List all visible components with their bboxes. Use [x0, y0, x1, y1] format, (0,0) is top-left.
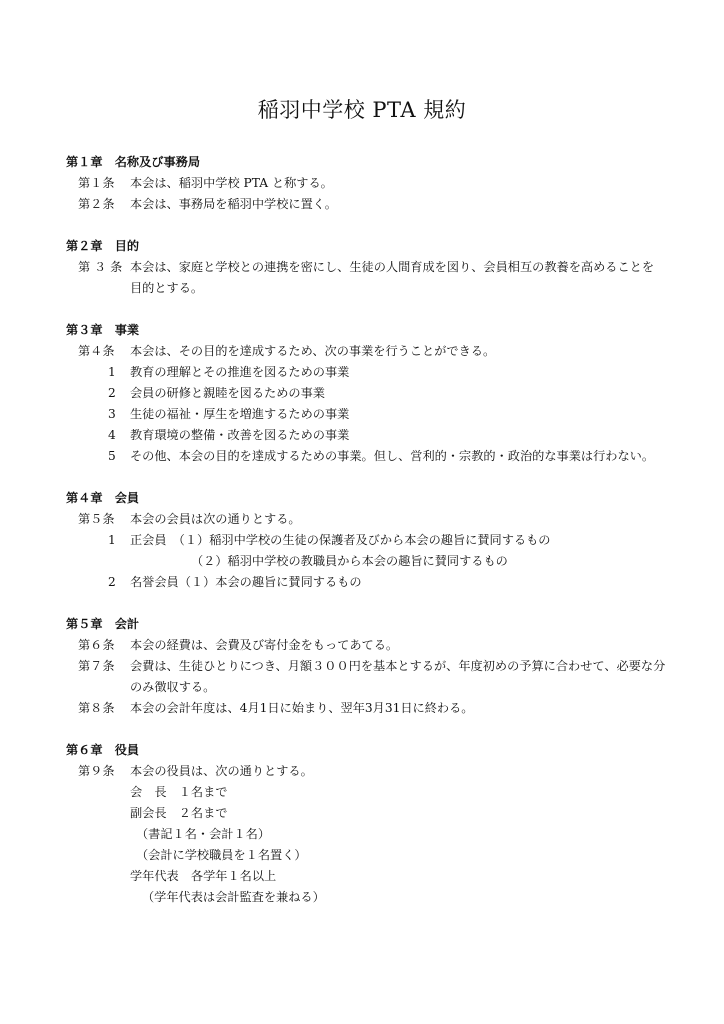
- chapter-heading: 第１章 名称及び事務局: [66, 155, 201, 169]
- article-2: [66, 194, 666, 215]
- chapter-4: [66, 488, 666, 593]
- article-8: [66, 698, 666, 719]
- item-text: 会員の研修と親睦を図るための事業: [130, 386, 325, 400]
- article-5: [66, 509, 666, 530]
- list-item: [66, 383, 666, 404]
- article-text: 会費は、生徒ひとりにつき、月額３００円を基本とするが、年度初めの予算に合わせて、必要な分のみ徴収する。: [130, 659, 666, 694]
- article-text: 本会は、稲羽中学校 PTA と称する。: [130, 176, 333, 190]
- chapter-heading: 第２章 目的: [66, 239, 140, 253]
- article-number: 第６条: [78, 638, 115, 652]
- article-text: 本会は、事務局を稲羽中学校に置く。: [130, 197, 337, 211]
- article-1: [66, 173, 666, 194]
- item-number: 4: [108, 428, 116, 442]
- list-item: [66, 530, 666, 551]
- item-number: 2: [108, 575, 116, 589]
- article-text: 本会の経費は、会費及び寄付金をもってあてる。: [130, 638, 399, 652]
- list-item: [66, 446, 666, 467]
- document-title: 稲羽中学校 PTA 規約: [257, 98, 467, 122]
- article-6: [66, 635, 666, 656]
- list-item: [66, 362, 666, 383]
- article-text: 本会は、家庭と学校との連携を密にし、生徒の人間育成を図り、会員相互の教養を高めることを目的とする。: [130, 260, 655, 295]
- chapter-3: [66, 320, 666, 467]
- article-text: 本会の会計年度は、4月1日に始まり、翌年3月31日に終わる。: [130, 701, 474, 715]
- article-3: [66, 257, 666, 299]
- list-item: [66, 572, 666, 593]
- chapter-6: [66, 740, 666, 908]
- article-text: 本会の会員は次の通りとする。: [130, 512, 301, 526]
- officer-president: 会 長 １名まで: [130, 785, 228, 799]
- member-subitem: （２）稲羽中学校の教職員から本会の趣旨に賛同するもの: [191, 554, 508, 568]
- list-item: [66, 404, 666, 425]
- item-text: その他、本会の目的を達成するための事業。但し、営利的・宗教的・政治的な事業は行わない。: [130, 449, 655, 463]
- article-7: [66, 656, 666, 698]
- article-9: [66, 761, 666, 782]
- item-text: 名誉会員（１）本会の趣旨に賛同するもの: [130, 575, 362, 589]
- chapter-heading: 第４章 会員: [66, 491, 140, 505]
- officer-note: （会計に学校職員を１名置く）: [136, 848, 307, 862]
- item-number: 5: [108, 449, 116, 463]
- officer-grade-representative: 学年代表 各学年１名以上: [130, 869, 277, 883]
- item-number: 2: [108, 386, 116, 400]
- article-number: 第８条: [78, 701, 115, 715]
- item-text: 生徒の福祉・厚生を増進するための事業: [130, 407, 350, 421]
- officer-note: （書記１名・会計１名）: [136, 827, 271, 841]
- chapter-heading: 第６章 役員: [66, 743, 140, 757]
- officer-note: （学年代表は会計監査を兼ねる）: [142, 890, 325, 904]
- item-text: 教育環境の整備・改善を図るための事業: [130, 428, 350, 442]
- chapter-heading: 第５章 会計: [66, 617, 140, 631]
- article-number: 第９条: [78, 764, 115, 778]
- article-number: 第７条: [78, 659, 115, 673]
- article-number: 第４条: [78, 344, 115, 358]
- item-number: 1: [108, 365, 116, 379]
- article-number: 第 ３ 条: [78, 260, 123, 274]
- article-number: 第２条: [78, 197, 115, 211]
- chapter-1: [66, 152, 666, 215]
- item-text: 教育の理解とその推進を図るための事業: [130, 365, 350, 379]
- article-number: 第１条: [78, 176, 115, 190]
- officer-vice-president: 副会長 ２名まで: [130, 806, 228, 820]
- item-text: 正会員 （１）稲羽中学校の生徒の保護者及びから本会の趣旨に賛同するもの: [130, 533, 551, 547]
- article-number: 第５条: [78, 512, 115, 526]
- article-4: [66, 341, 666, 362]
- article-text: 本会の役員は、次の通りとする。: [130, 764, 313, 778]
- item-number: 3: [108, 407, 116, 421]
- chapter-2: [66, 236, 666, 299]
- chapter-5: [66, 614, 666, 719]
- article-text: 本会は、その目的を達成するため、次の事業を行うことができる。: [130, 344, 496, 358]
- chapter-heading: 第３章 事業: [66, 323, 140, 337]
- document-body: [66, 152, 666, 929]
- item-number: 1: [108, 533, 116, 547]
- list-item: [66, 425, 666, 446]
